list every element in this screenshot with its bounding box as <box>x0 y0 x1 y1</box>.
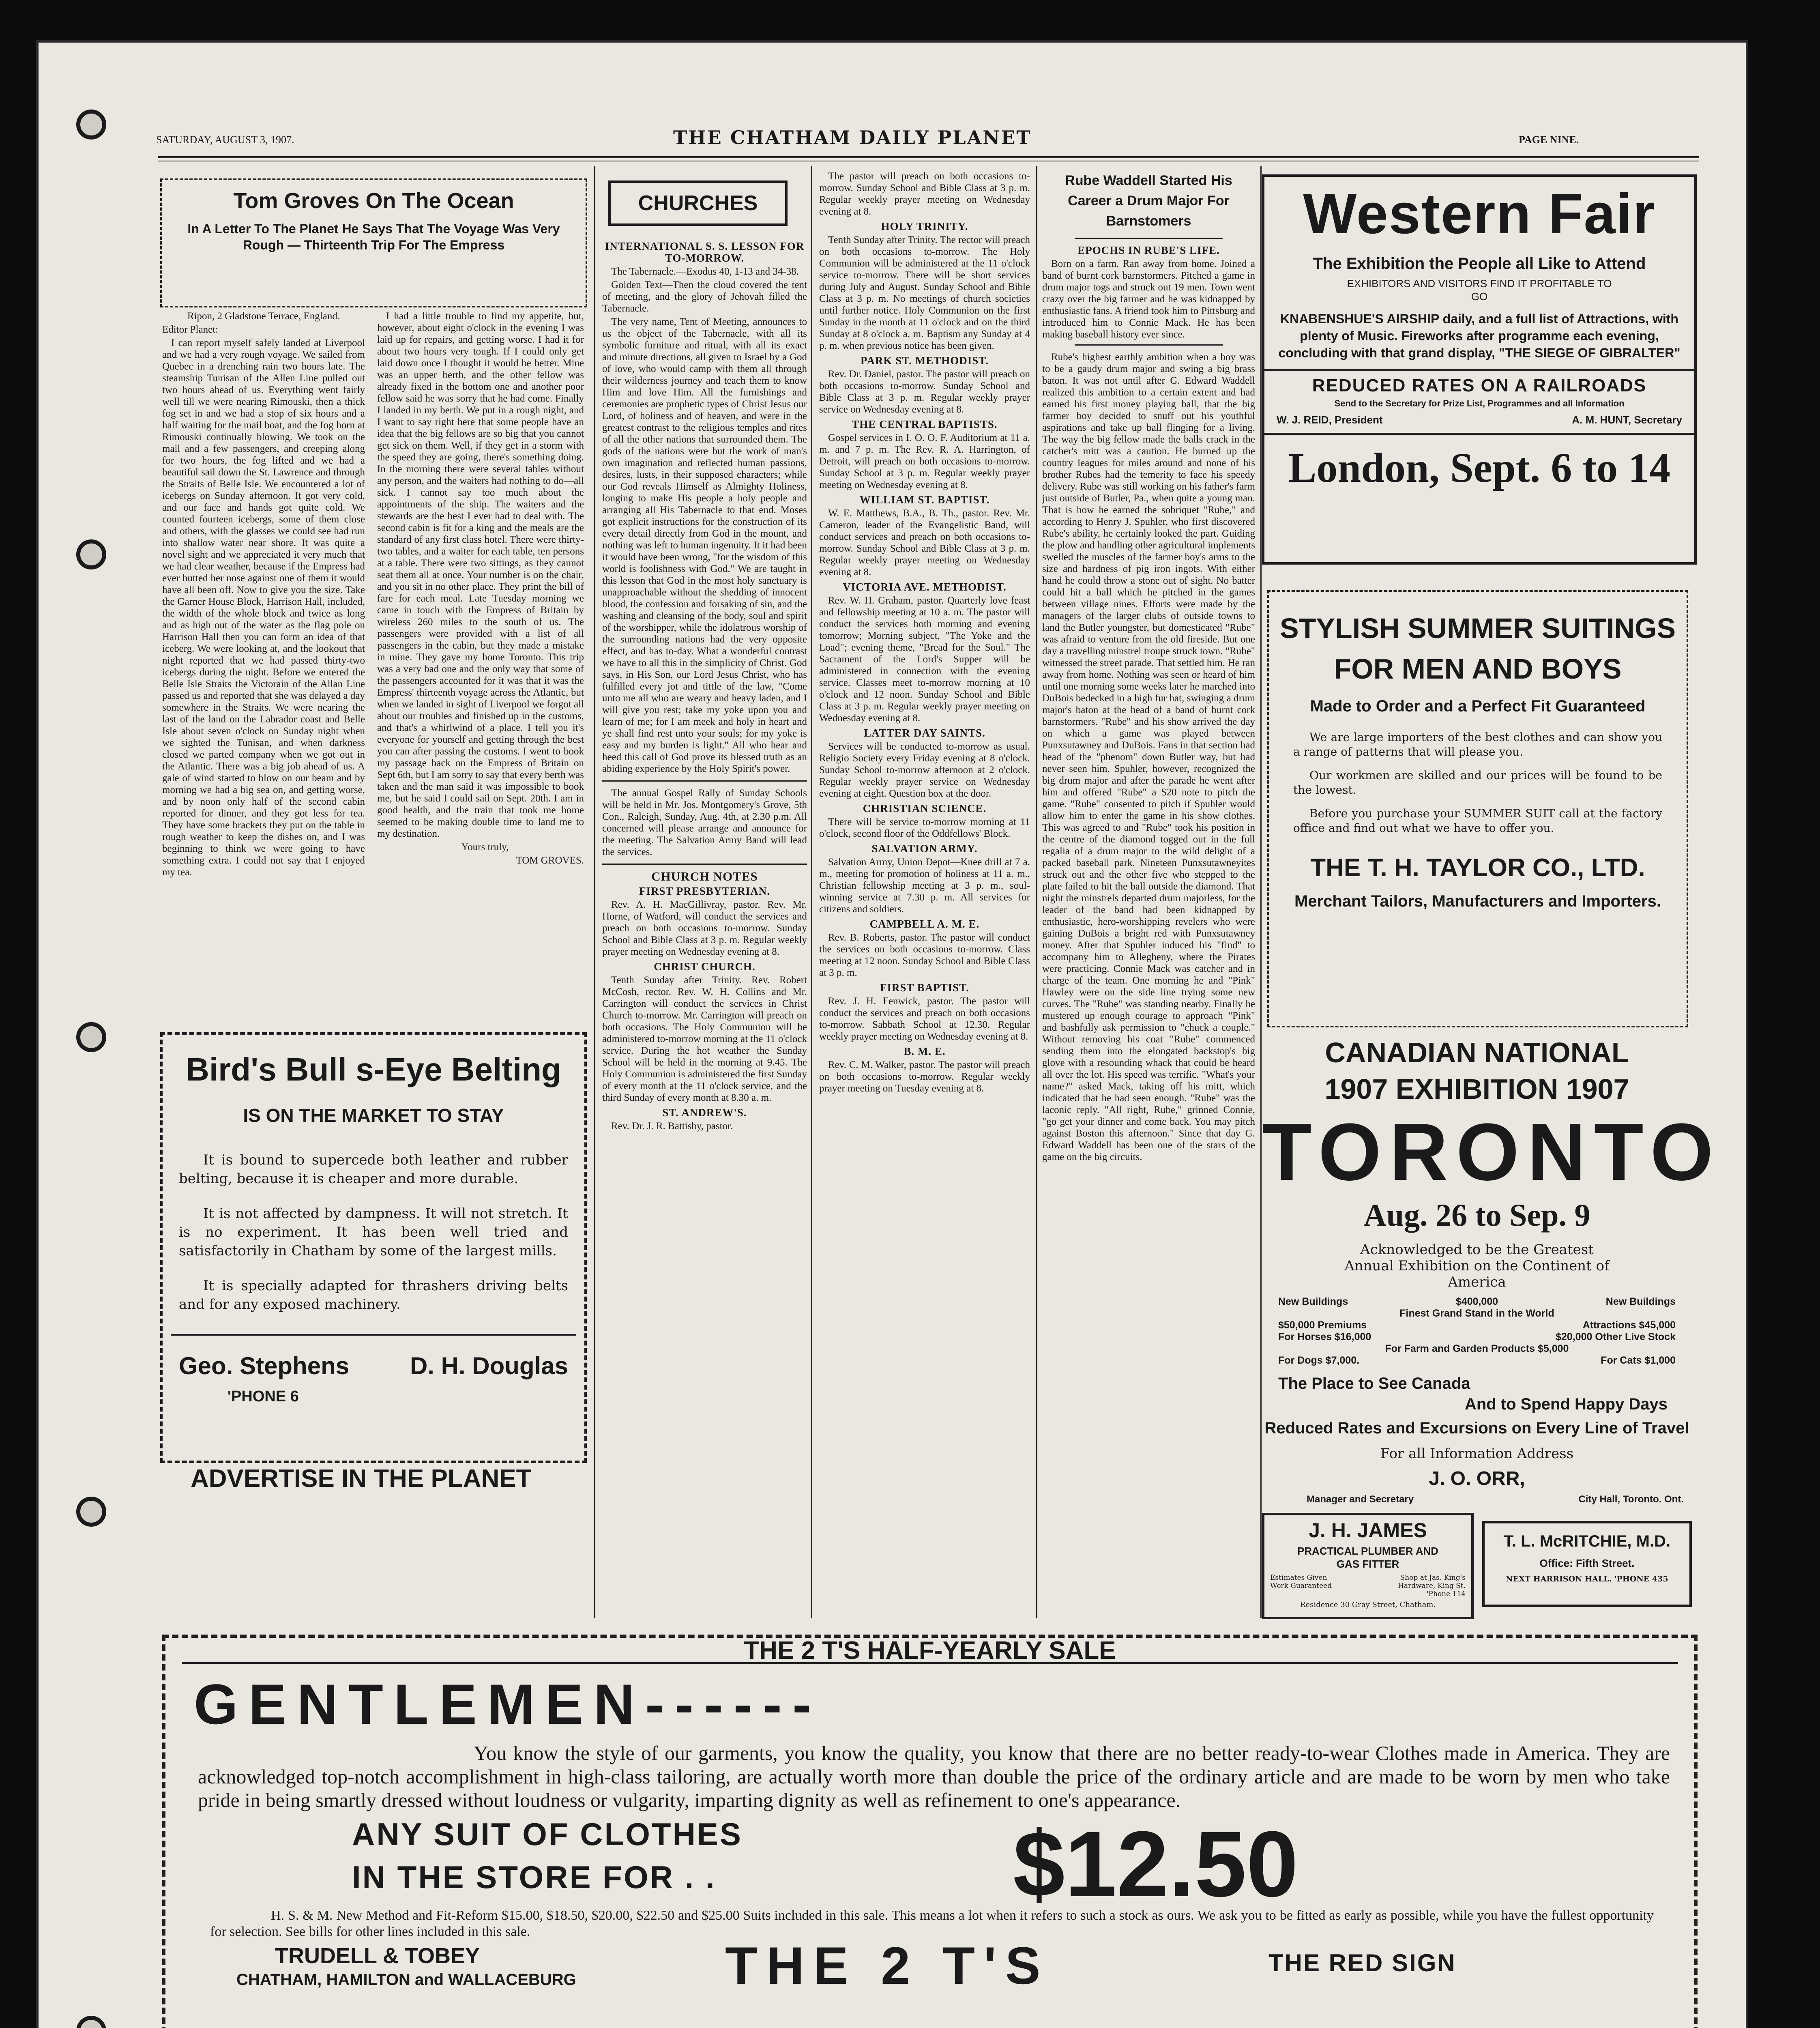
advertisement-western-fair <box>1262 174 1697 565</box>
ad-role: Manager and Secretary <box>1307 1494 1414 1505</box>
ad-suit-line: IN THE STORE FOR . . <box>352 1859 716 1895</box>
church-name: SALVATION ARMY. <box>871 842 978 855</box>
salutation: Editor Planet: <box>162 324 219 335</box>
ad-phone: 'PHONE 6 <box>228 1388 299 1405</box>
ad-city: TORONTO <box>1262 1107 1721 1197</box>
stat-item: $400,000 <box>1455 1296 1498 1307</box>
ad-subtitle: Made to Order and a Perfect Fit Guaranteed <box>1310 697 1646 715</box>
article-head-box <box>160 178 587 307</box>
church-text: Salvation Army, Union Depot—Knee drill at 7 a. m., meeting for promotion of holiness at 11 a. m., Christian fellowship meeting at 3 p. m., soul-winning service at 7.30 p. m. All services for citizens and soldiers. <box>819 857 1030 915</box>
church-name: CHRIST CHURCH. <box>654 960 755 973</box>
ad-title: THE 2 T'S HALF-YEARLY SALE <box>744 1637 1116 1665</box>
ad-firm: TRUDELL & TOBEY <box>275 1944 480 1968</box>
church-text: The pastor will preach on both occasions to-morrow. Sunday School and Bible Class at 3 p. m. Regular weekly prayer meeting on Wednesday evening at 8. <box>819 171 1030 217</box>
church-text: Rev. W. H. Graham, pastor. Quarterly love feast and fellowship meeting at 10 a. m. The pastor will conduct the services both morning and evening tomorrow; Morning subject, "The Yoke and the Load"; evening theme, "Bread for the Soul." The Sacrament of the Lord's Supper will be administered in connection with the evening service. Classes meet to-morrow morning at 10 o'clock and 12 noon. Sunday School and Bible Class at 3 p. m. Regular weekly prayer meeting on Wednesday evening at 8. <box>819 595 1030 724</box>
stat-item: For Dogs $7,000. <box>1278 1355 1360 1366</box>
ad-suit-line: ANY SUIT OF CLOTHES <box>352 1816 743 1852</box>
ad-paragraph: Before you purchase your SUMMER SUIT call at the factory office and find out what we have to offer you. <box>1293 807 1662 835</box>
ad-name: T. L. McRITCHIE, M.D. <box>1503 1532 1671 1550</box>
article-body: I can report myself safely landed at Liverpool and we had a very rough voyage. We sailed from Quebec in a drenching rain two hours late. The steamship Tunisan of the Allen Line pulled out two hours ahead of us. Everything went fairly well till we were nearing Rimouski, then a thick fog set in and we had a stop of six hours and a half waiting for the mail boat, and the fog horn at Rimouski continually blowing. We took on the mail and a few passengers, and creeping along for two hours, the fog lifted and we had a beautiful sail down the St. Lawrence and through the Straits of Belle Isle. We encountered a lot of icebergs on Sunday afternoon. It got very cold, and our face and hands got quite cold. We counted fourteen icebergs, some of them close and others, with the glasses we could see had run into shallow water near shore. It was quite a novel sight and we appreciated it very much that we had clear weather, because if the Empress had ever butted her nose against one of them it would have all been off. Now to give you the size. Take the Garner House Block, Harrison Hall, included, the width of the whole block and twice as long and as high out of the water as the flag pole on Harrison Hall then you can form an idea of that iceberg. We were looking at, and the lookout that night reported that we had passed thirty-two icebergs during the night. Before we entered the Belle Isle Straits the Victorain of the Allan Line passed us and reported that she was delayed a day somewhere in the Straits. We were nearing the last of the land on the Labrador coast and Belle Isle about seven o'clock on Sunday night when we sighted the Tunisan, and when darkness closed we parted company when we got out in the Atlantic. There was a big job ahead of us. A gale of wind started to blow on our beam and by morning we had a big sea on, and getting worse, and by noon only half of the second cabin reported for dinner, and they got less for tea. They have some brackets they put on the table in rough weather to keep the dishes on, and I was beginning to think we were going to have something extra. I could not say that I enjoyed my tea. <box>162 337 365 878</box>
ad-paragraph: Our workmen are skilled and our prices will be found to be the lowest. <box>1293 769 1662 797</box>
advertisement-cne <box>1262 1036 1721 1505</box>
advertisement-two-ts-sale <box>162 1635 1698 2028</box>
advertisement-birds-belting <box>160 1032 587 1463</box>
binder-hole <box>76 539 106 569</box>
ad-ack: Acknowledged to be the Greatest Annual Exhibition on the Continent of America <box>1344 1242 1610 1290</box>
column-rule <box>1260 166 1262 1618</box>
ad-paragraph: It is bound to supercede both leather and rubber belting, because it is cheaper and more durable. <box>179 1152 568 1187</box>
churches-column <box>602 237 807 1604</box>
church-text: Rev. A. H. MacGillivray, pastor. Rev. Mr. Horne, of Watford, will conduct the services and preach on both occasions to-morrow. Sunday School and Bible Class at 3 p. m. Regular weekly prayer meeting on Wednesday evening at 8. <box>602 899 807 957</box>
stat-item: For Horses $16,000 <box>1278 1331 1371 1343</box>
church-text: Rev. J. H. Fenwick, pastor. The pastor will conduct the services and preach on both occasions to-morrow. Sabbath School at 12.30. Regular weekly prayer meeting on Wednesday evening at 8. <box>819 996 1030 1042</box>
church-text: Tenth Sunday after Trinity. The rector will preach on both occasions to-morrow. The Holy Communion will be administered at the 11 o'clock service to-morrow. There will be short services during July and August. Sunday School and Bible Class at 3 p. m. No meetings of church societies until further notice. Holy Communion on the first Sunday in the month at 11 o'clock and on the third Sunday at 8 o'clock a. m. Baptism any Sunday at 4 p. m. when previous notice has been given. <box>819 234 1030 351</box>
ad-tagline: Merchant Tailors, Manufacturers and Importers. <box>1294 892 1661 910</box>
ad-line: The Exhibition the People all Like to Attend <box>1313 255 1646 273</box>
ad-residence: Residence 30 Gray Street, Chatham. <box>1300 1600 1436 1609</box>
ad-gentlemen: GENTLEMEN------ <box>194 1672 822 1736</box>
issue-date: SATURDAY, AUGUST 3, 1907. <box>156 134 294 146</box>
ad-title: Bird's Bull s-Eye Belting <box>186 1051 561 1087</box>
church-text: Tenth Sunday after Trinity. Rev. Robert McCosh, rector. Rev. W. H. Collins and Mr. Carrington will conduct the services in Christ Church to-morrow. Mr. Carrington will preach on both occasions. The Holy Communion will be administered to-morrow morning at the 11 o'clock service. During the hot weather the Sunday School will be held in the morning at 9.45. The Holy Communion is administered the first Sunday of every month at the 11 o'clock service, and the third Sunday of every month at 8.30 a. m. <box>602 975 807 1103</box>
ad-name: J. O. ORR, <box>1429 1468 1525 1489</box>
ad-line: KNABENSHUE'S AIRSHIP daily, and a full list of Attractions, with plenty of Music. Fireworks after programme each evening, concluding with that grand display, "THE SIEGE OF GIBRALTER" <box>1278 312 1680 360</box>
ad-line: 1907 EXHIBITION 1907 <box>1324 1073 1629 1105</box>
epochs-head: EPOCHS IN RUBE'S LIFE. <box>1077 244 1220 256</box>
ad-stats <box>1278 1296 1676 1366</box>
ad-paragraph: It is not affected by dampness. It will not stretch. It is no experiment. It has been well tried and satisfactorily in Chatham by some of the largest mills. <box>179 1205 568 1259</box>
advertise-in-planet: ADVERTISE IN THE PLANET <box>191 1465 532 1493</box>
ad-paragraph: It is specially adapted for thrashers driving belts and for any exposed machinery. <box>179 1278 568 1313</box>
church-name: PARK ST. METHODIST. <box>860 354 989 367</box>
church-text: There will be service to-morrow morning at 11 o'clock, second floor of the Oddfellows' Block. <box>819 816 1030 839</box>
ad-body: You know the style of our garments, you know the quality, you know that there are no better ready-to-wear Clothes made in America. They are acknowledged top-notch accomplishment in high-class tailoring, are actually worth more than double the price of the ordinary article and are made to be worn by men who take pride in being smartly dressed without loudness or vulgarity, imparting dignity as well as refinement to one's appearance. <box>198 1742 1670 1811</box>
rube-article <box>1042 170 1255 1606</box>
binder-hole <box>76 1022 106 1052</box>
church-text: Services will be conducted to-morrow as usual. Religio Society every Friday evening at 8 o'clock. Sunday School to-morrow afternoon at 2 o'clock. Regular weekly prayer service on Wednesday evening at eight. Question box at the door. <box>819 741 1030 799</box>
article-column <box>377 310 584 1020</box>
page-number: PAGE NINE. <box>1519 134 1579 146</box>
stat-item: Finest Grand Stand in the World <box>1399 1308 1554 1319</box>
ad-office: Office: Fifth Street. <box>1539 1557 1635 1569</box>
article-body: Rube's highest earthly ambition when a boy was to be a gaudy drum major and swing a big brass baton. It was not until after G. Edward Waddell realized this ambition to a certain extent and had earned his first money playing ball, that the big farmer boy decided to snuff out his youthful aspirations and take up ball flinging for a living. The way the big fellow made the balls crack in the catcher's mitt was a caution. He burned up the country leagues for miles around and none of his brother Rubes had the temerity to face his speedy delivery. Rube was still working on his father's farm just outside of Butler, Pa., when quite a young man. That is how he earned the sobriquet "Rube," and according to Henry J. Spuhler, who first discovered Rube's ability, he certainly looked the part. Guiding the plow and handling other agricultural implements swelled the muscles of the farmer boy's arms to the size and hardness of pig iron ingots. With either hand he could throw a stone out of sight. No batter could hit a ball which he pitched in the games between village nines. Efforts were made by the managers of the larger clubs of outside towns to land the Butler youngster, but domesticated "Rube" was afraid to venture from the old fireside. But one day a travelling minstrel troupe struck town. "Rube" witnessed the street parade. That settled him. He ran away from home. Nothing was seen or heard of him until one morning some weeks later he marched into DuBois bedecked in a high fur hat, swinging a drum major's baton at the head of a band of burnt cork barnstormers. "Rube" and his show arrived the day on which a game was played between Punxsutawney and DuBois. Fans in that section had head of the "phenom" down Butler way, but had never seen him. Spuhler, however, recognized the big drum major and after the parade he went after him and offered "Rube" a $20 note to pitch the game. "Rube" consented to pitch if Spuhler would allow him to enter the game in his show clothes. This was agreed to and "Rube" took his position in the centre of the diamond togged out in the full regalia of a drum major to the wild delight of a packed baseball park. Nineteen Punxsutawneyites struck out and the other five who stepped to the plate failed to hit the ball outside the diamond. That night the minstrels departed drum majorless, for the leader of the band had been kidnapped by enthusiastic, hero-worshipping revelers who were gaining DuBois a bright red with Punxsutawney money. After that Spuhler induced his "find" to accompany him to Allegheny, where the Pirates were practicing. Connie Mack was catcher and in charge of the team. One morning he and "Pink" Hawley were on the side line trying some new curves. The "Rube" was standing nearby. Finally he mustered up enough courage to approach "Pink" and bashfully ask permission to "chuck a couple." Without removing his coat "Rube" commenced sending them into the elongated backstop's big glove with a resounding whack that could be heard all over the lot. His speed was terrific. "What's your name?" asked Mack, taking off his mitt, which indicated that he had seen enough. "Rube" was the laconic reply. "All right, Rube," grinned Connie, "go get your dinner and come back. You may pitch against Boston this afternoon." Since that day G. Edward Waddell has been one of the stars of the game on the big circuits. <box>1042 352 1255 1162</box>
column-rule <box>1036 166 1037 1618</box>
ad-send: Send to the Secretary for Prize List, Programmes and all Information <box>1334 398 1625 408</box>
ad-paragraph: We are large importers of the best clothes and can show you a range of patterns that will please you. <box>1293 730 1662 758</box>
binder-hole <box>76 110 106 140</box>
stat-item: New Buildings <box>1605 1296 1676 1307</box>
ad-president: W. J. REID, President <box>1277 414 1383 426</box>
ad-line: EXHIBITORS AND VISITORS FIND IT PROFITABLE TO GO <box>1347 277 1612 303</box>
church-name: B. M. E. <box>904 1045 946 1057</box>
epochs: Born on a farm. Ran away from home. Joined a band of burnt cork barnstormers. Pitched a game in drum major togs and struck out 19 men. Town went crazy over the big farmer and he was kidnapped by enthusiastic fans. A friend took him to Pittsburg and introduced him to Connie Mack. He has been making baseball history ever since. <box>1042 258 1255 340</box>
church-text: Rev. B. Roberts, pastor. The pastor will conduct the services on both occasions to-morrow. Class meeting at 12 noon. Sunday School and Bible Class at 3 p. m. <box>819 932 1030 978</box>
church-notes-column <box>819 170 1030 1606</box>
ad-secretary: A. M. HUNT, Secretary <box>1572 414 1682 426</box>
church-name: ST. ANDREW'S. <box>662 1106 747 1119</box>
ad-title: Western Fair <box>1303 182 1656 245</box>
gospel-rally: The annual Gospel Rally of Sunday Schools will be held in Mr. Jos. Montgomery's Grove, 5th Con., Raleigh, Sunday, Aug. 4th, at 2.30 p.m. All concerned will please arrange and announce for the meeting. The Salvation Army Band will lead the services. <box>602 788 807 857</box>
dateline: Ripon, 2 Gladstone Terrace, England. <box>187 311 340 322</box>
advertisement-taylor <box>1267 590 1688 1027</box>
stat-item: Attractions $45,000 <box>1582 1319 1676 1331</box>
golden-text: Golden Text—Then the cloud covered the tent of meeting, and the glory of Jehovah filled the Tabernacle. <box>602 279 807 314</box>
ad-reduced: Reduced Rates and Excursions on Every Line of Travel <box>1264 1419 1689 1437</box>
ad-dealer-name: D. H. Douglas <box>410 1352 568 1379</box>
church-name: HOLY TRINITY. <box>881 220 968 232</box>
church-name: WILLIAM ST. BAPTIST. <box>859 494 990 506</box>
signature: TOM GROVES. <box>516 855 584 866</box>
ad-company: THE T. H. TAYLOR CO., LTD. <box>1310 854 1645 882</box>
closing: Yours truly, <box>461 842 509 853</box>
advertisement-james <box>1262 1513 1474 1619</box>
stat-item: $20,000 Other Live Stock <box>1556 1331 1676 1343</box>
lesson-head: INTERNATIONAL S. S. LESSON FOR TO-MORROW. <box>605 240 805 264</box>
ad-trade: PRACTICAL PLUMBER AND GAS FITTER <box>1297 1545 1439 1570</box>
article-body: I had a little trouble to find my appetite, but, however, about eight o'clock in the evening I was laid up for repairs, and getting worse. I had it for about two hours very tough. If I could only get laid down once I thought it would be better. Mine was an upper berth, and the other fellow was already fixed in the bottom one and another poor fellow said he was sorry that he had come. Finally I landed in my berth. We put in a rough night, and I want to say right here that some people have an idea that the big fellows are so big that you cannot get sick on them. Well, if they get in a storm with the speed they are going, there's something doing. In the morning there were several tables without any person, and the waiters had nothing to do—all sick. I cannot say too much about the appointments of the ship. The waiters and the stewards are the best I ever had to deal with. The second cabin is fit for a king and the meals are the standard of any first class hotel. There were thirty-two tables, and a waiter for each table, ten persons at a table. There were two sittings, as they cannot seat them all at once. Your number is on the chair, and you sit in no other place. They print the bill of fare for each meal. Late Tuesday morning we came in touch with the Empress of Britain by wireless 260 miles to the south of us. The passengers were provided with a list of all passengers in the cabin, but they made a mistake in mine. They gave my home Toronto. This trip was a very bad one and the only way that some of the passengers accounted for it was that it was the Empress' thirteenth voyage across the Atlantic, but when we landed in sight of Liverpool we forgot all about our troubles and finished up in the customs, and that's a whirlwind of a place. I tell you it's everyone for yourself and getting through the best you can after passing the customs. I went to book my passage back on the Empress of Britain on Sept 6th, but I am sorry to say that every berth was taken and the man said it was impossible to book me, but he said I could sail on Sept. 20th. I am in good health, and the train that took me home seemed to be making double time to land me to my destination. <box>377 311 584 839</box>
article-subhead: In A Letter To The Planet He Says That The Voyage Was Very Rough — Thirteenth Trip For The Empress <box>187 221 560 252</box>
stat-item: For Farm and Garden Products $5,000 <box>1385 1343 1569 1354</box>
church-name: LATTER DAY SAINTS. <box>864 727 985 739</box>
church-notes-head: CHURCH NOTES <box>651 869 758 883</box>
church-name: CAMPBELL A. M. E. <box>869 918 980 930</box>
ad-detail: Estimates Given Work Guaranteed <box>1270 1574 1332 1590</box>
ad-subtitle: IS ON THE MARKET TO STAY <box>243 1105 504 1126</box>
ad-dates: Aug. 26 to Sep. 9 <box>1363 1197 1590 1233</box>
masthead: THE CHATHAM DAILY PLANET <box>673 127 1032 148</box>
ad-happy: And to Spend Happy Days <box>1464 1395 1668 1413</box>
article-title: Rube Waddell Started His Career a Drum Major For Barnstomers <box>1065 173 1232 229</box>
section-head-box <box>608 180 788 226</box>
church-name: THE CENTRAL BAPTISTS. <box>852 418 998 430</box>
church-text: Rev. Dr. Daniel, pastor. The pastor will preach on both occasions to-morrow. Sunday School and Bible Class at 3 p. m. Regular weekly prayer service on Wednesday evening at 8. <box>819 369 1030 415</box>
church-name: FIRST PRESBYTERIAN. <box>639 885 770 897</box>
column-rule <box>594 166 595 1618</box>
section-title: CHURCHES <box>638 191 758 215</box>
church-name: VICTORIA AVE. METHODIST. <box>843 581 1007 593</box>
article-column <box>162 310 365 1020</box>
ad-title: STYLISH SUMMER SUITINGS FOR MEN AND BOYS <box>1279 612 1676 685</box>
ad-address: City Hall, Toronto. Ont. <box>1578 1494 1684 1505</box>
article-title: Tom Groves On The Ocean <box>233 189 514 213</box>
ad-dates: London, Sept. 6 to 14 <box>1288 445 1670 491</box>
stat-item: $50,000 Premiums <box>1278 1319 1367 1331</box>
ad-price: $12.50 <box>1013 1812 1298 1916</box>
ad-sign: THE RED SIGN <box>1268 1949 1456 1976</box>
ad-detail: Shop at Jas. King's Hardware, King St. 'Phone 114 <box>1398 1574 1466 1598</box>
ad-dealer-name: Geo. Stephens <box>179 1352 350 1379</box>
ad-brand: THE 2 T'S <box>725 1936 1050 1995</box>
ad-info: For all Information Address <box>1380 1446 1574 1462</box>
lesson-body: The very name, Tent of Meeting, announces to us the object of the Tabernacle, with all its symbolic furniture and ritual, with all its exact and minute directions, all given to Israel by a God of love, who would camp with them all through their wilderness journey and teach them to know Him and love Him. All the furnishings and ceremonies are prophetic types of Christ Jesus our Lord, of holiness and of heaven, and were in the greatest contrast to the religious temples and rites of all the other nations that surrounded them. The gods of the nations were but the work of man's own imagination and reflected human passions, desires, lusts, in their supposed characters; while our God reveals Himself as Almighty Holiness, longing to make His people a holy people and arranging all His Tabernacle to that end. Moses got explicit instructions for the construction of its every detail directly from God in the mount, and nothing was left to human ingenuity. It it had been it would have been wrong, "for the wisdom of this world is foolishness with God." We are taught in this lesson that God in the most holy sanctuary is unapproachable without the shedding of innocent blood, the confession and forsaking of sin, and the washing and cleansing of the body, soul and spirit of the worshipper, while the idolatrous worship of the surrounding nations had the very opposite effect, and has to-day. What a wonderful contrast we have to all this in the simplicity of Christ. God says, in His Son, our Lord Jesus Christ, who has fulfilled every jot and tittle of the law, "Come unto me all who are weary and heavy laden, and I will give you rest; take my yoke upon you and learn of me; for I am meek and holy in heart and ye shall find rest unto your souls; for my yoke is easy and my burden is light." All who hear and heed this call of God prove its blessed truth as an abiding experience by the Holy Spirit's power. <box>602 316 807 774</box>
binder-hole <box>76 1497 106 1527</box>
church-text: Rev. Dr. J. R. Battisby, pastor. <box>611 1121 733 1132</box>
church-text: Gospel services in I. O. O. F. Auditorium at 11 a. m. and 7 p. m. The Rev. R. A. Harrington, of Detroit, will preach on both occasions to-morrow. Sunday School at 3 p. m. Regular weekly prayer meeting on Wednesday evening at 8. <box>819 432 1030 490</box>
advertisement-mcritchie <box>1482 1521 1692 1607</box>
ad-name: J. H. JAMES <box>1309 1519 1427 1542</box>
church-text: W. E. Matthews, B.A., B. Th., pastor. Rev. Mr. Cameron, leader of the Evangelistic Band, will conduct services and preach on both occasions to-morrow. Sunday School and Bible Class at 3 p. m. Regular weekly prayer meeting on Wednesday evening at 8. <box>819 508 1030 578</box>
column-rule <box>811 166 812 1618</box>
ad-address: NEXT HARRISON HALL. 'PHONE 435 <box>1506 1575 1668 1583</box>
ad-fine-print: H. S. & M. New Method and Fit-Reform $15.00, $18.50, $20.00, $22.50 and $25.00 Suits included in this sale. This means a lot when it refers to such a stock as ours. We ask you to be fitted as early as possible, while you have the fullest opportunity for selection. See bills for other lines included in this sale. <box>210 1908 1654 1939</box>
header-rule <box>158 156 1699 158</box>
ad-place: The Place to See Canada <box>1278 1375 1470 1392</box>
ad-line: CANADIAN NATIONAL <box>1325 1037 1629 1068</box>
stat-item: For Cats $1,000 <box>1601 1355 1676 1366</box>
church-text: Rev. C. M. Walker, pastor. The pastor will preach on both occasions to-morrow. Regular weekly prayer meeting on Tuesday evening at 8. <box>819 1059 1030 1094</box>
lesson-ref: The Tabernacle.—Exodus 40, 1-13 and 34-38. <box>611 266 799 277</box>
ad-rates: REDUCED RATES ON A RAILROADS <box>1312 376 1647 395</box>
ad-towns: CHATHAM, HAMILTON and WALLACEBURG <box>236 1971 576 1989</box>
church-name: CHRISTIAN SCIENCE. <box>863 802 987 814</box>
church-name: FIRST BAPTIST. <box>880 982 970 994</box>
stat-item: New Buildings <box>1278 1296 1348 1307</box>
